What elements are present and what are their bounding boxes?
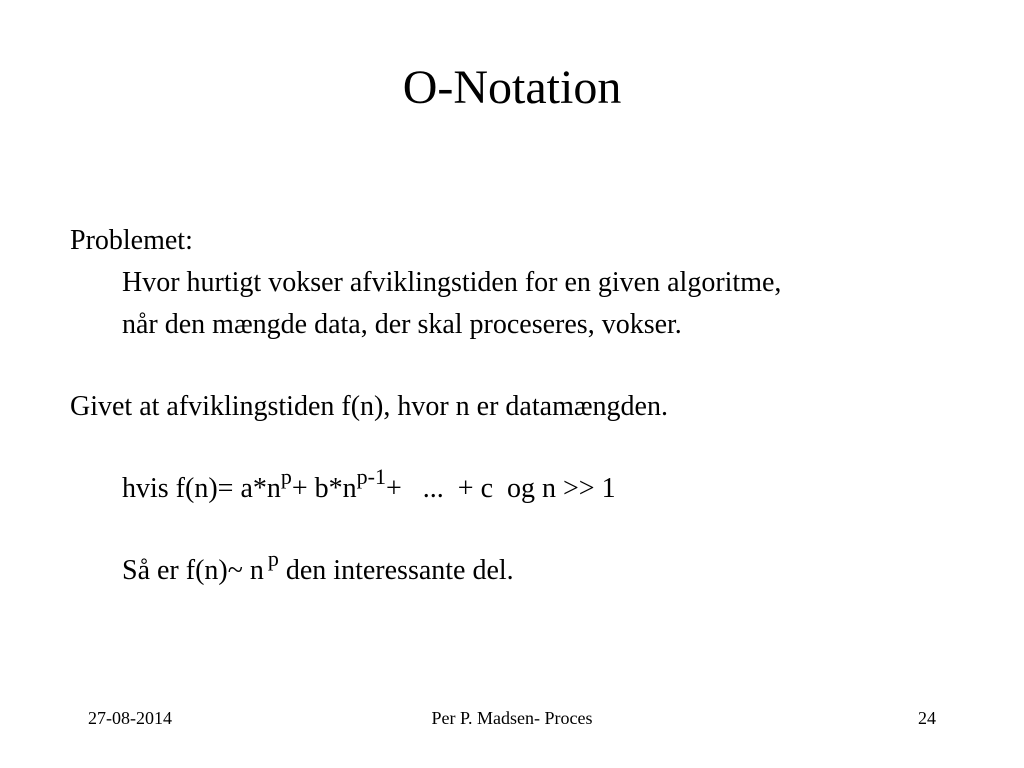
- conclusion-term-2: den interessante del.: [278, 555, 514, 586]
- formula-exponent-2: p-1: [356, 464, 386, 489]
- problem-text-line-1: Hvor hurtigt vokser afviklingstiden for en given algoritme,: [122, 267, 782, 298]
- problem-label: Problemet:: [70, 225, 193, 256]
- formula-term-1: hvis f(n)= a*n: [122, 473, 281, 504]
- formula-term-3: + ... + c og n >> 1: [386, 473, 616, 504]
- footer-page-number: 24: [918, 708, 936, 728]
- conclusion-term-1: Så er f(n)~ n: [122, 555, 264, 586]
- footer-author: Per P. Madsen- Proces: [431, 708, 593, 728]
- conclusion-line: [122, 546, 514, 589]
- formula-term-2: + b*n: [291, 473, 357, 504]
- slide-title: O-Notation: [402, 61, 622, 114]
- formula-exponent-1: p: [280, 464, 292, 489]
- conclusion-exponent: p: [267, 546, 279, 571]
- formula-line: [122, 464, 616, 507]
- footer-date: 27-08-2014: [88, 708, 172, 728]
- problem-text-line-2: når den mængde data, der skal proceseres, vokser.: [122, 309, 682, 340]
- given-statement: Givet at afviklingstiden f(n), hvor n er datamængden.: [70, 391, 668, 422]
